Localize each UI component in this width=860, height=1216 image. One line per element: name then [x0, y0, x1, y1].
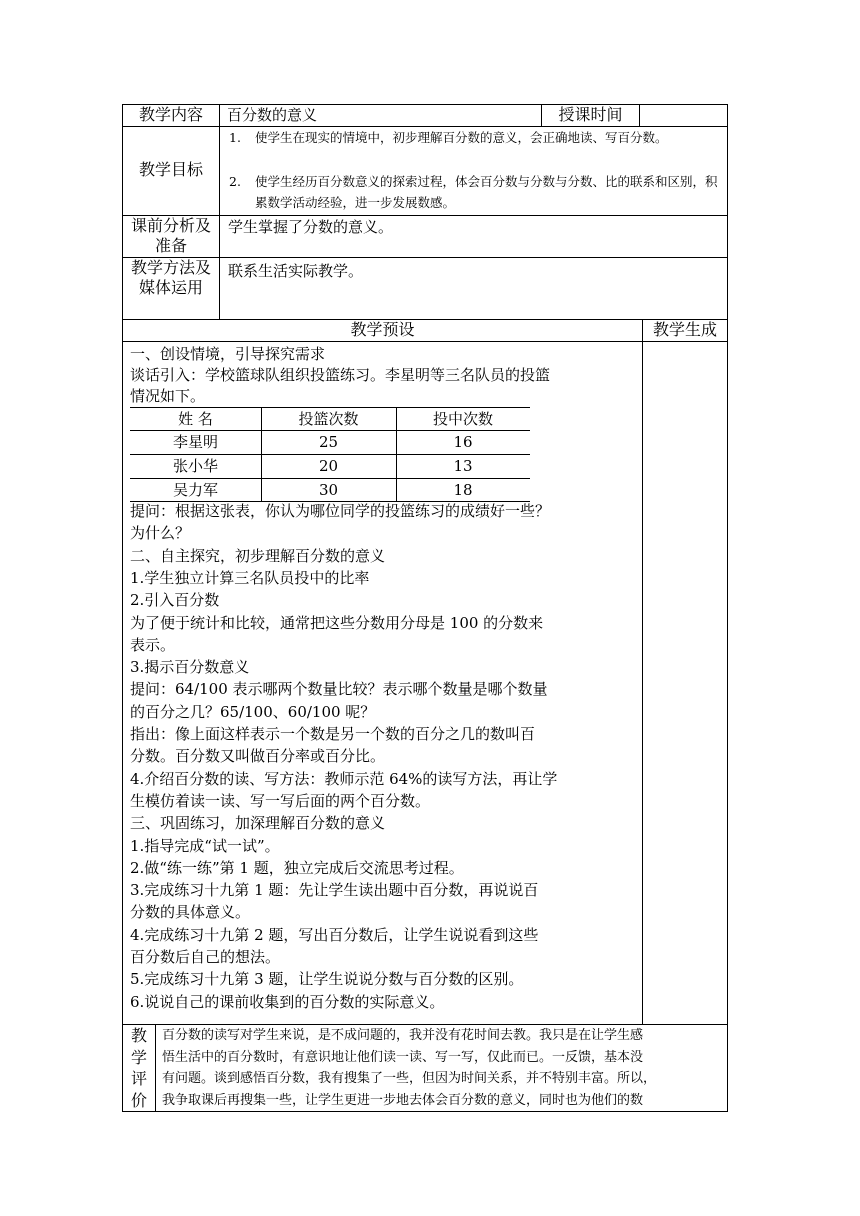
preparation-label: 课前分析及准备 [130, 216, 211, 255]
plan-line: 5.完成练习十九第 3 题，让学生说说分数与百分数的区别。 [130, 970, 524, 989]
evaluation-label-char: 教 [130, 1026, 147, 1045]
method-label: 教学方法及媒体运用 [130, 258, 211, 297]
plan-line: 分数。百分数又叫做百分率或百分比。 [130, 747, 386, 766]
row-divider [122, 341, 728, 342]
table-cell: 张小华 [172, 457, 218, 475]
table-cell: 吴力军 [172, 481, 218, 499]
col-divider [219, 104, 220, 319]
plan-line: 4.介绍百分数的读、写方法：教师示范 64%的读写方法，再让学 [130, 769, 558, 788]
col-divider [155, 1024, 156, 1112]
table-cell: 30 [318, 481, 339, 499]
table-cell: 20 [318, 457, 339, 475]
plan-line: 指出：像上面这样表示一个数是另一个数的百分之几的数叫百 [130, 725, 536, 743]
method-value: 联系生活实际教学。 [228, 262, 364, 280]
generation-header: 教学生成 [652, 320, 717, 339]
table-cell: 13 [453, 457, 473, 475]
evaluation-label-char: 学 [130, 1047, 147, 1067]
table-header: 投中次数 [432, 410, 493, 428]
time-label: 授课时间 [558, 105, 623, 124]
plan-line: 3.完成练习十九第 1 题：先让学生读出题中百分数，再说说百 [130, 881, 539, 900]
plan-line: 百分数后自己的想法。 [130, 948, 281, 966]
plan-line: 一、创设情境，引导探究需求 [130, 345, 326, 363]
col-divider [642, 319, 643, 1024]
goal-number: 1. [229, 130, 241, 145]
plan-line: 3.揭示百分数意义 [130, 658, 250, 677]
table-header: 投篮次数 [298, 410, 359, 428]
plan-line: 1.学生独立计算三名队员投中的比率 [130, 568, 370, 587]
plan-line: 谈话引入：学校篮球队组织投篮练习。李星明等三名队员的投篮 [130, 366, 551, 384]
plan-line: 2.做“练一练”第 1 题，独立完成后交流思考过程。 [130, 858, 464, 877]
plan-line: 二、自主探究，初步理解百分数的意义 [130, 546, 386, 565]
content-label: 教学内容 [138, 105, 203, 124]
plan-line: 生模仿着读一读、写一写后面的两个百分数。 [130, 791, 431, 810]
table-cell: 李星明 [172, 433, 218, 451]
table-cell: 16 [453, 433, 473, 451]
table-cell: 25 [318, 433, 339, 451]
goal-item [229, 127, 721, 148]
content-value: 百分数的意义 [227, 106, 318, 124]
plan-line: 提问：根据这张表，你认为哪位同学的投篮练习的成绩好一些？ [130, 502, 551, 520]
plan-line: 分数的具体意义。 [130, 903, 251, 922]
plan-line: 4.完成练习十九第 2 题，写出百分数后，让学生说说看到这些 [130, 925, 539, 944]
preparation-value: 学生掌握了分数的意义。 [228, 218, 394, 236]
time-value [642, 105, 726, 125]
plan-line: 为什么？ [130, 524, 191, 543]
evaluation-label-char: 评 [130, 1069, 147, 1088]
evaluation-line: 有问题。谈到感悟百分数，我有搜集了一些，但因为时间关系，并不特别丰富。所以， [162, 1071, 657, 1086]
goal-text: 使学生经历百分数意义的探索过程，体会百分数与分数与分数、比的联系和区别，积累数学活动经验，进一步发展数感。 [255, 174, 718, 210]
plan-header: 教学预设 [350, 320, 415, 339]
plan-line: 提问：64/100 表示哪两个数量比较？表示哪个数量是哪个数量 [130, 680, 548, 699]
goal-text: 使学生在现实的情境中，初步理解百分数的意义，会正确地读、写百分数。 [255, 130, 668, 145]
plan-line: 2.引入百分数 [130, 591, 220, 610]
goal-number: 2. [229, 174, 241, 189]
shooting-table [130, 407, 530, 501]
col-divider [639, 104, 640, 126]
plan-line: 6.说说自己的课前收集到的百分数的实际意义。 [130, 992, 445, 1011]
evaluation-line: 悟生活中的百分数时，有意识地让他们读一读、写一写，仅此而已。一反馈，基本没 [162, 1049, 644, 1065]
evaluation-line: 百分数的读写对学生来说，是不成问题的，我并没有花时间去教。我只是在让学生感 [162, 1028, 644, 1043]
plan-line: 的百分之几？65/100、60/100 呢？ [130, 702, 376, 721]
plan-line: 表示。 [130, 635, 176, 654]
plan-line: 为了便于统计和比较，通常把这些分数用分母是 100 的分数来 [130, 613, 544, 632]
plan-line: 情况如下。 [130, 387, 206, 405]
table-cell: 18 [453, 481, 473, 499]
evaluation-line: 我争取课后再搜集一些，让学生更进一步地去体会百分数的意义，同时也为他们的数 [162, 1092, 644, 1108]
goals-label: 教学目标 [138, 160, 203, 179]
plan-line: 1.指导完成“试一试”。 [130, 836, 280, 855]
plan-line: 三、巩固练习，加深理解百分数的意义 [130, 814, 386, 833]
evaluation-label-char: 价 [130, 1090, 147, 1110]
table-header: 姓 名 [178, 410, 213, 428]
goal-item [229, 171, 721, 213]
